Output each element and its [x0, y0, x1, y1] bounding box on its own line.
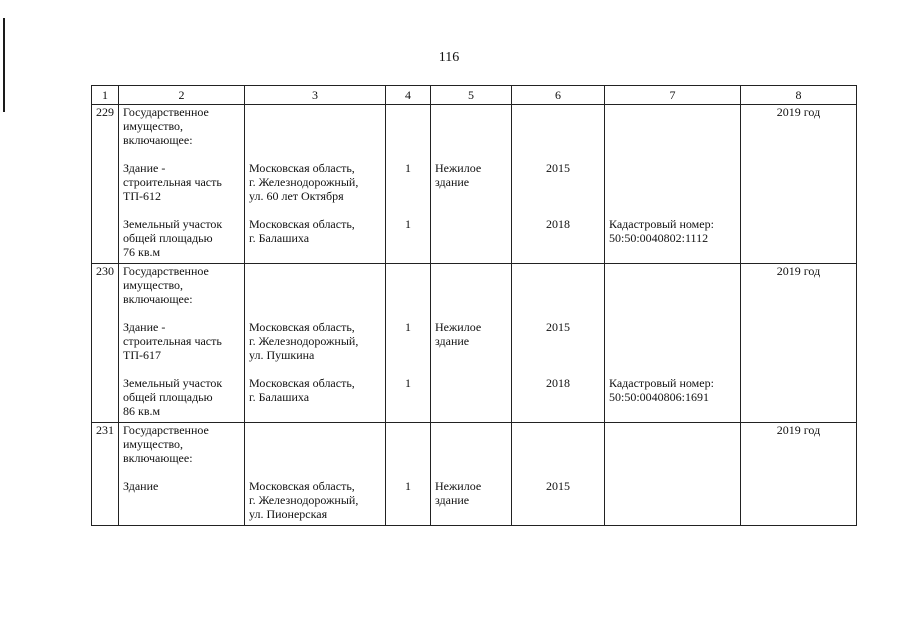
table-row — [92, 105, 857, 264]
column-header: 5 — [431, 86, 512, 105]
type-cell: Нежилое здание — [431, 264, 512, 423]
property-description-cell: Государственное имущество, включающее: Здание - строительная часть ТП-612 Земельный участок общей площадью 76 кв.м — [119, 105, 245, 264]
column-header: 6 — [512, 86, 605, 105]
quantity-cell: 1 1 — [386, 105, 431, 264]
quantity-cell: 1 — [386, 423, 431, 526]
column-header: 2 — [119, 86, 245, 105]
page-number: 116 — [438, 50, 460, 65]
column-header: 4 — [386, 86, 431, 105]
column-header: 8 — [741, 86, 857, 105]
column-header: 1 — [92, 86, 119, 105]
type-cell: Нежилое здание — [431, 423, 512, 526]
address-cell: Московская область, г. Железнодорожный, ул. 60 лет Октября Московская область, г. Балашиха — [245, 105, 386, 264]
row-number: 229 — [92, 105, 119, 264]
note-cell: Кадастровый номер: 50:50:0040806:1691 — [605, 264, 741, 423]
note-cell: Кадастровый номер: 50:50:0040802:1112 — [605, 105, 741, 264]
date-cell: 2019 год — [741, 423, 857, 526]
table-row — [92, 264, 857, 423]
column-header: 7 — [605, 86, 741, 105]
property-description-cell: Государственное имущество, включающее: Здание — [119, 423, 245, 526]
year-cell: 2015 2018 — [512, 264, 605, 423]
row-number: 231 — [92, 423, 119, 526]
table-row — [92, 423, 857, 526]
header-row — [92, 86, 857, 105]
property-description-cell: Государственное имущество, включающее: Здание - строительная часть ТП-617 Земельный участок общей площадью 86 кв.м — [119, 264, 245, 423]
year-cell: 2015 — [512, 423, 605, 526]
row-number: 230 — [92, 264, 119, 423]
address-cell: Московская область, г. Железнодорожный, ул. Пушкина Московская область, г. Балашиха — [245, 264, 386, 423]
column-header: 3 — [245, 86, 386, 105]
property-table — [91, 85, 857, 526]
date-cell: 2019 год — [741, 105, 857, 264]
address-cell: Московская область, г. Железнодорожный, ул. Пионерская — [245, 423, 386, 526]
quantity-cell: 1 1 — [386, 264, 431, 423]
type-cell: Нежилое здание — [431, 105, 512, 264]
date-cell: 2019 год — [741, 264, 857, 423]
note-cell — [605, 423, 741, 526]
year-cell: 2015 2018 — [512, 105, 605, 264]
